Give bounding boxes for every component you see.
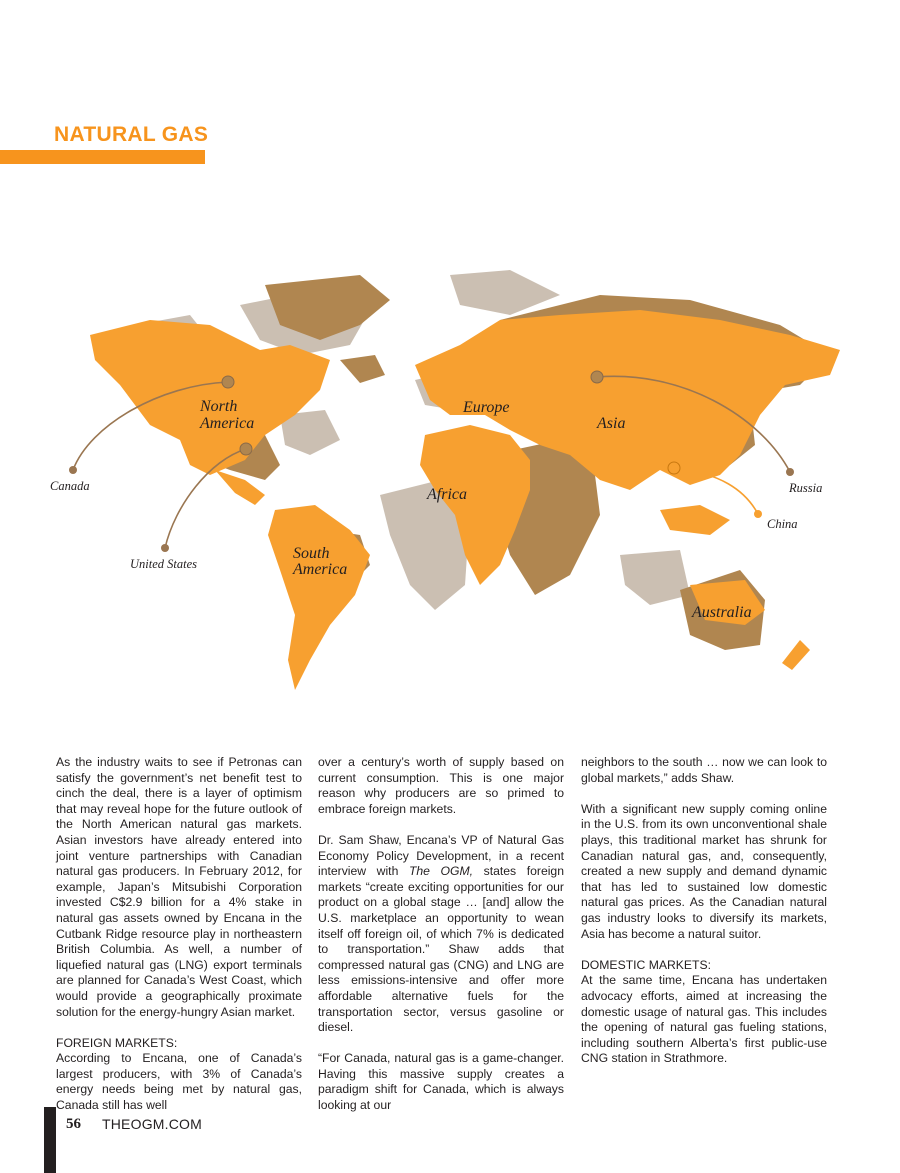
- paragraph: With a significant new supply coming online in the U.S. from its own unconventional shale plays, this traditional market has shrunk for Canadian natural gas, and, consequently, created a new supply and demand dynamic that has led to sustained low domestic natural gas prices. As the Canadian natural gas industry looks to diversify its markets, Asia has become a natural suitor.: [581, 801, 827, 941]
- marker-canada-origin: [222, 376, 234, 388]
- heading-foreign-markets: FOREIGN MARKETS:: [56, 1035, 178, 1050]
- article-column-2: [318, 755, 564, 1129]
- article-column-1: [56, 755, 302, 1129]
- site-url: THEOGM.COM: [102, 1116, 202, 1132]
- label-south-america-2: America: [293, 561, 348, 578]
- paragraph: neighbors to the south … now we can look to global markets,” adds Shaw.: [581, 755, 827, 785]
- marker-china: [754, 510, 762, 518]
- callout-united-states: United States: [130, 557, 198, 571]
- label-north-america-1: North: [200, 398, 238, 415]
- marker-united-states: [161, 544, 169, 552]
- label-africa: Africa: [427, 486, 467, 503]
- article-column-3: [581, 755, 827, 1082]
- paragraph: As the industry waits to see if Petronas can satisfy the government’s net benefit test to cinch the deal, there is a layer of optimism that may reveal hope for the future outlook of the North American natural gas markets. Asian investors have already entered into joint venture partnerships with Canadian natural gas producers. In February 2012, for example, Japan’s Mitsubishi Corporation invested C$2.9 billion for a 4% stake in natural gas assets owned by Encana in the Cutbank Ridge resource play in northeastern British Columbia. As well, a number of liquefied natural gas (LNG) export terminals are planned for Canada’s West Coast, which would provide a geographically proximate solution for the energy-hungry Asian market.: [56, 755, 302, 1019]
- callout-china: China: [767, 517, 798, 531]
- text-run: Dr. Sam Shaw, Encana’s VP of Natural Gas Economy Policy Development, in a recent interview with: [318, 832, 564, 879]
- label-australia: Australia: [692, 604, 752, 621]
- paragraph: According to Encana, one of Canada’s largest producers, with 3% of Canada’s energy needs being met by natural gas, Canada still has well: [56, 1051, 302, 1113]
- heading-domestic-markets: DOMESTIC MARKETS:: [581, 957, 712, 972]
- title-rule: [0, 150, 205, 164]
- paragraph: At the same time, Encana has undertaken advocacy efforts, aimed at increasing the domestic usage of natural gas. This includes the opening of natural gas fueling stations, including southern Alberta’s first public-use CNG station in Strathmore.: [581, 973, 827, 1066]
- marker-china-origin: [668, 462, 680, 474]
- text-run: states foreign markets “create exciting opportunities for our product on a global stage … [and] allow the U.S. marketplace an opportunity to wean itself off foreign oil, of which 7% is dedicated to transportation.” Shaw adds that compressed natural gas (CNG) and LNG are less emissions-intensive and offer more affordable alternative fuels for the transportation sector, versus gasoline or diesel.: [318, 864, 564, 1035]
- marker-russia: [786, 468, 794, 476]
- label-south-america-1: South: [293, 545, 330, 562]
- label-asia: Asia: [597, 415, 626, 432]
- marker-canada: [69, 466, 77, 474]
- label-europe: Europe: [463, 399, 510, 416]
- paragraph: over a century’s worth of supply based on current consumption. This is one major reason why producers are so primed to embrace foreign markets.: [318, 755, 564, 816]
- label-north-america-2: America: [200, 415, 255, 432]
- world-map: [40, 265, 870, 710]
- publication-name: The OGM,: [408, 864, 474, 879]
- callout-canada: Canada: [50, 479, 90, 493]
- marker-us-origin: [240, 443, 252, 455]
- marker-russia-origin: [591, 371, 603, 383]
- section-title: NATURAL GAS: [54, 123, 209, 146]
- page-number: 56: [66, 1116, 81, 1132]
- callout-russia: Russia: [789, 481, 823, 495]
- footer-bar: [44, 1107, 56, 1173]
- paragraph-shaw-interview: [318, 833, 564, 1036]
- paragraph: “For Canada, natural gas is a game-changer. Having this massive supply creates a paradigm shift for Canada, which is always looking at our: [318, 1051, 564, 1113]
